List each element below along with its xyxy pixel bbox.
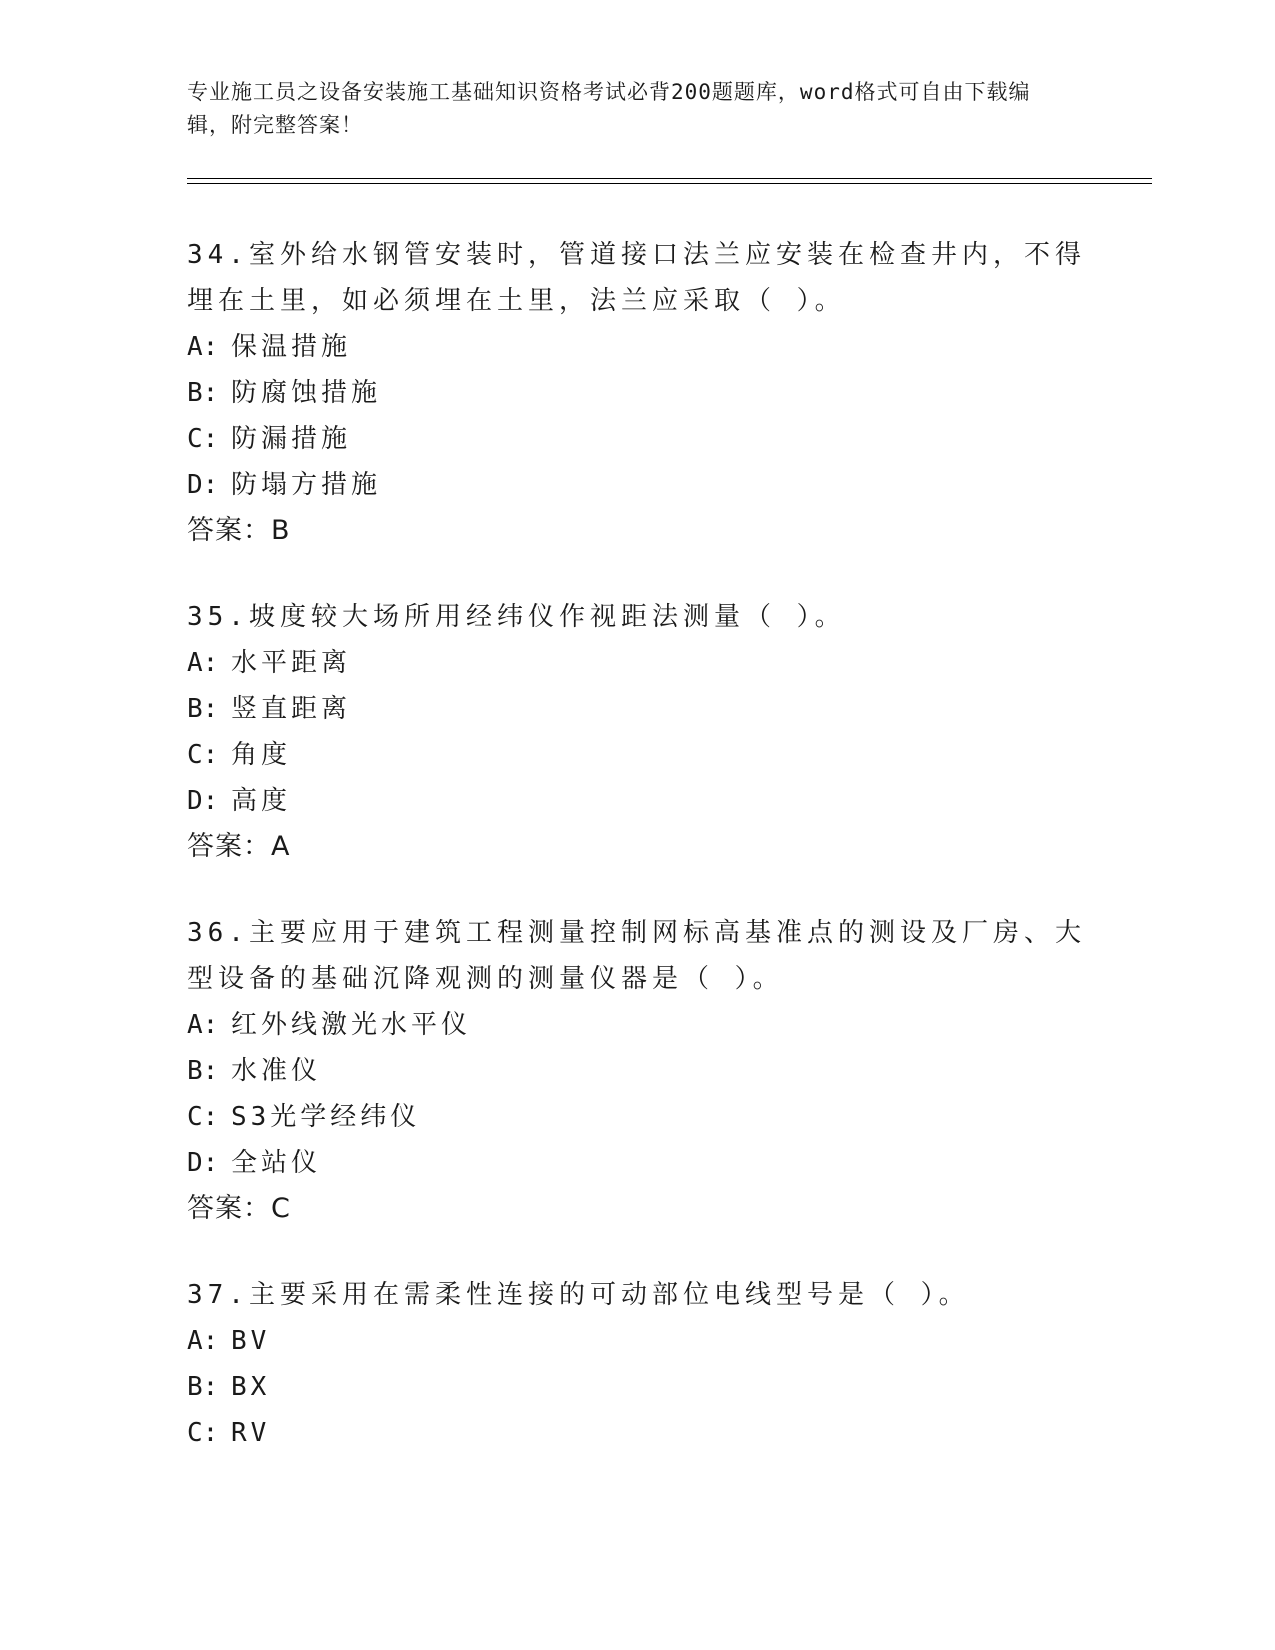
question-text: 34.室外给水钢管安装时，管道接口法兰应安装在检查井内，不得埋在土里，如必须埋在土里，法兰应采取（ ）。 xyxy=(187,240,1086,316)
header-divider-bottom xyxy=(187,183,1152,184)
document-header: 专业施工员之设备安装施工基础知识资格考试必背200题题库，word格式可自由下载编辑，附完整答案！ xyxy=(187,80,1031,137)
option-key: B: xyxy=(187,1372,219,1402)
option-b xyxy=(187,1048,1087,1094)
question-37 xyxy=(187,1272,1087,1456)
question-35 xyxy=(187,594,1087,870)
option-key: D: xyxy=(187,470,219,500)
option-c xyxy=(187,1094,1087,1140)
option-b xyxy=(187,370,1087,416)
option-text: BX xyxy=(231,1372,271,1402)
option-key: D: xyxy=(187,786,219,816)
option-b xyxy=(187,686,1087,732)
option-text: 竖直距离 xyxy=(231,694,352,724)
question-list xyxy=(187,232,1087,1496)
question-text: 36.主要应用于建筑工程测量控制网标高基准点的测设及厂房、大型设备的基础沉降观测的测量仪器是（ ）。 xyxy=(187,918,1086,994)
answer-line: 答案：C xyxy=(187,1193,291,1224)
option-key: C: xyxy=(187,1418,219,1448)
option-a xyxy=(187,1318,1087,1364)
option-key: D: xyxy=(187,1148,219,1178)
option-key: C: xyxy=(187,740,219,770)
option-key: A: xyxy=(187,648,219,678)
option-d xyxy=(187,778,1087,824)
option-d xyxy=(187,1140,1087,1186)
option-c xyxy=(187,732,1087,778)
option-text: 保温措施 xyxy=(231,332,352,362)
option-a xyxy=(187,1002,1087,1048)
option-key: C: xyxy=(187,1102,219,1132)
option-key: B: xyxy=(187,694,219,724)
question-text: 37.主要采用在需柔性连接的可动部位电线型号是（ ）。 xyxy=(187,1280,970,1310)
option-a xyxy=(187,640,1087,686)
option-key: C: xyxy=(187,424,219,454)
option-text: 角度 xyxy=(231,740,292,770)
answer-line: 答案：B xyxy=(187,515,291,546)
option-text: RV xyxy=(231,1418,271,1448)
option-text: 高度 xyxy=(231,786,292,816)
option-text: 防腐蚀措施 xyxy=(231,378,382,408)
option-text: BV xyxy=(231,1326,271,1356)
option-key: A: xyxy=(187,1010,219,1040)
option-c xyxy=(187,416,1087,462)
option-text: 水准仪 xyxy=(231,1056,322,1086)
option-b xyxy=(187,1364,1087,1410)
header-divider-top xyxy=(187,178,1152,179)
question-34 xyxy=(187,232,1087,554)
question-text: 35.坡度较大场所用经纬仪作视距法测量（ ）。 xyxy=(187,602,846,632)
option-key: A: xyxy=(187,332,219,362)
question-36 xyxy=(187,910,1087,1232)
option-key: B: xyxy=(187,378,219,408)
option-a xyxy=(187,324,1087,370)
option-c xyxy=(187,1410,1087,1456)
option-d xyxy=(187,462,1087,508)
option-key: B: xyxy=(187,1056,219,1086)
option-key: A: xyxy=(187,1326,219,1356)
option-text: 防塌方措施 xyxy=(231,470,382,500)
answer-line: 答案：A xyxy=(187,831,291,862)
option-text: 防漏措施 xyxy=(231,424,352,454)
option-text: 红外线激光水平仪 xyxy=(231,1010,472,1040)
option-text: 全站仪 xyxy=(231,1148,322,1178)
option-text: S3光学经纬仪 xyxy=(231,1102,421,1132)
option-text: 水平距离 xyxy=(231,648,352,678)
